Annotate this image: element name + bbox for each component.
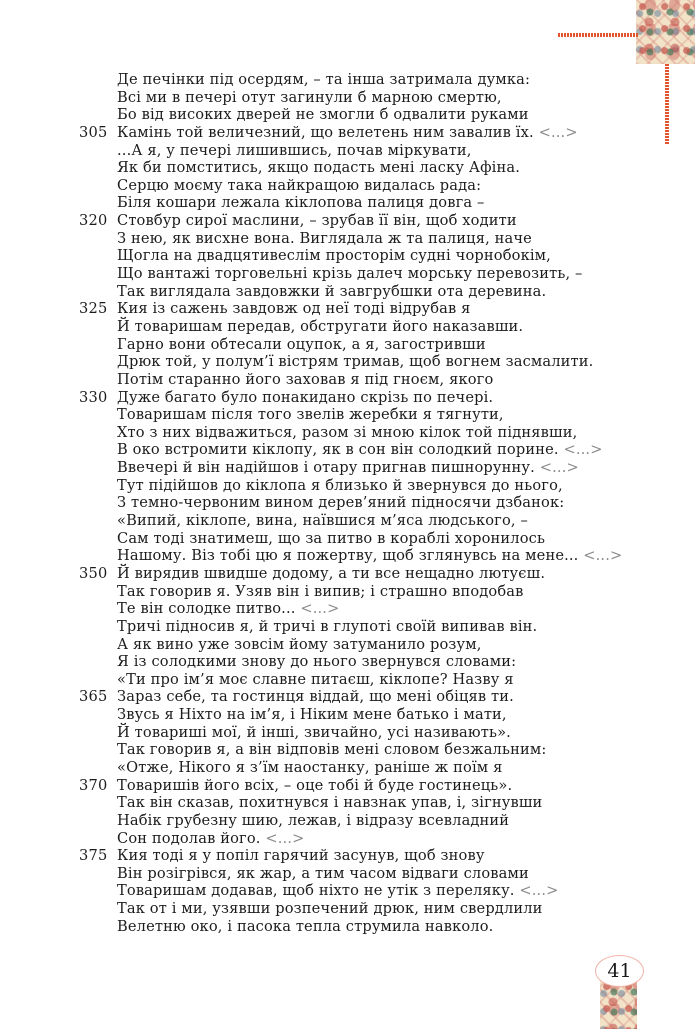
omission-marker: <...> — [300, 600, 340, 618]
poem-line — [0, 847, 695, 865]
poem-line — [0, 583, 695, 601]
poem-line — [0, 706, 695, 724]
poem-line — [0, 300, 695, 318]
line-text — [117, 142, 472, 160]
poem-line — [0, 406, 695, 424]
poem-line — [0, 494, 695, 512]
poem-line — [0, 336, 695, 354]
verse-text: Де печінки під осердям, – та інша затримала думка: — [117, 71, 531, 88]
verse-text: Так от і ми, узявши розпечений дрюк, ним свердлили — [117, 900, 543, 918]
verse-text: ...А я, у печері лишившись, почав міркувати, — [117, 141, 472, 159]
line-text — [117, 406, 504, 424]
poem-line — [0, 724, 695, 742]
verse-text: Тричі підносив я, й тричі в глупоті своїй випивав він. — [117, 617, 538, 635]
poem-line — [0, 142, 695, 160]
line-text — [117, 459, 579, 477]
verse-text: В око встромити кіклопу, як в сон він солодкий порине. — [117, 441, 564, 459]
verse-text: Так говорив я. Узяв він і випив; і страшно вподобав — [117, 582, 524, 600]
verse-text: Я із солодкими знову до нього звернувся словами: — [117, 653, 517, 671]
line-text — [117, 230, 532, 248]
line-text — [117, 794, 542, 812]
verse-text: Сон подолав його. — [117, 829, 266, 847]
omission-marker: <...> — [519, 882, 559, 900]
poem-line — [0, 865, 695, 883]
poem-line — [0, 230, 695, 248]
verse-text: Так він сказав, похитнувся і навзнак упав, і, зігнувши — [117, 794, 543, 812]
omission-marker: <...> — [265, 829, 305, 847]
line-text — [117, 89, 502, 107]
poem-line — [0, 653, 695, 671]
line-text — [117, 583, 524, 601]
line-text — [117, 530, 545, 548]
poem-line — [0, 900, 695, 918]
poem-line — [0, 247, 695, 265]
line-text — [117, 847, 485, 865]
poem-line — [0, 371, 695, 389]
poem-line — [0, 318, 695, 336]
verse-text: Так говорив я, а він відповів мені словом безжальним: — [117, 741, 547, 759]
poem-line — [0, 918, 695, 936]
line-text — [117, 212, 517, 230]
verse-text: Нашому. Віз тобі цю я пожертву, щоб зглянувсь на мене... — [117, 547, 584, 565]
verse-text: Хто з них відважиться, разом зі мною кілок той піднявши, — [117, 423, 578, 441]
line-text — [117, 688, 514, 706]
line-text — [117, 900, 543, 918]
line-text — [117, 71, 530, 89]
line-number: 365 — [79, 688, 108, 706]
verse-text: Кия із сажень завдовж од неї тоді відрубав я — [117, 300, 471, 318]
poem-line — [0, 530, 695, 548]
verse-text: Дуже багато було понакидано скрізь по печері. — [117, 388, 494, 406]
verse-text: Товаришів його всіх, – оце тобі й буде гостинець». — [117, 776, 513, 794]
verse-text: Всі ми в печері отут загинули б марною смертю, — [117, 88, 502, 106]
verse-text: З темно-червоним вином дерев’яний підносячи дзбанок: — [117, 494, 565, 512]
poem-line — [0, 424, 695, 442]
poem-line — [0, 565, 695, 583]
verse-text: Тут підійшов до кіклопа я близько й звернувся до нього, — [117, 476, 563, 494]
page-number: 41 — [607, 960, 632, 982]
line-text — [117, 812, 509, 830]
verse-text: Товаришам після того звелів жеребки я тягнути, — [117, 406, 504, 424]
omission-marker: <...> — [583, 547, 623, 565]
line-text — [117, 441, 603, 459]
line-text — [117, 318, 523, 336]
verse-text: Гарно вони обтесали оцупок, а я, загостривши — [117, 335, 486, 353]
line-number: 320 — [79, 212, 108, 230]
line-text — [117, 547, 622, 565]
poem-line — [0, 636, 695, 654]
poem-line — [0, 741, 695, 759]
omission-marker: <...> — [539, 459, 579, 477]
line-text — [117, 918, 493, 936]
line-number: 370 — [79, 776, 108, 794]
verse-text: Кия тоді я у попіл гарячий засунув, щоб знову — [117, 847, 485, 865]
line-text — [117, 336, 486, 354]
decorative-dashed-line-horizontal — [558, 33, 638, 37]
line-text — [117, 636, 482, 654]
line-text — [117, 371, 493, 389]
line-text — [117, 724, 511, 742]
line-text — [117, 759, 502, 777]
verse-text: Й товариші мої, й інші, звичайно, усі називають». — [117, 723, 511, 741]
line-text — [117, 830, 304, 848]
verse-text: «Ти про ім’я моє славне питаєш, кіклопе? Назву я — [117, 670, 514, 688]
verse-text: Й товаришам передав, обстругати його наказавши. — [117, 317, 524, 335]
line-text — [117, 300, 471, 318]
verse-text: Стовбур сирої маслини, – зрубав її він, щоб ходити — [117, 212, 517, 230]
poem-line — [0, 477, 695, 495]
corner-ornament-top — [636, 0, 695, 64]
line-number: 330 — [79, 388, 108, 406]
verse-text: Бо від високих дверей не змогли б одвалити руками — [117, 106, 529, 124]
verse-text: Камінь той величезний, що велетень ним завалив їх. — [117, 123, 539, 141]
poem-line — [0, 177, 695, 195]
poem-text — [0, 71, 695, 935]
poem-line — [0, 671, 695, 689]
verse-text: Потім старанно його заховав я під гноєм, якого — [117, 370, 494, 388]
verse-text: Що вантажі торговельні крізь далеч морську перевозить, – — [117, 265, 583, 283]
line-text — [117, 600, 339, 618]
verse-text: Біля кошари лежала кіклопова палиця довга – — [117, 194, 485, 212]
line-text — [117, 106, 529, 124]
verse-text: А як вино уже зовсім йому затуманило розум, — [117, 635, 482, 653]
verse-text: «Випий, кіклопе, вина, наївшися м’яса людського, – — [117, 512, 528, 530]
omission-marker: <...> — [538, 123, 578, 141]
poem-line — [0, 759, 695, 777]
poem-line — [0, 794, 695, 812]
line-text — [117, 565, 545, 583]
poem-line — [0, 618, 695, 636]
poem-line — [0, 212, 695, 230]
line-text — [117, 494, 564, 512]
verse-text: Набік грубезну шию, лежав, і відразу всевладний — [117, 811, 510, 829]
poem-line — [0, 547, 695, 565]
poem-line — [0, 459, 695, 477]
poem-line — [0, 777, 695, 795]
poem-line — [0, 389, 695, 407]
poem-line — [0, 812, 695, 830]
poem-line — [0, 89, 695, 107]
line-text — [117, 512, 528, 530]
verse-text: З нею, як висхне вона. Виглядала ж та палиця, наче — [117, 229, 532, 247]
poem-line — [0, 353, 695, 371]
line-text — [117, 777, 512, 795]
line-text — [117, 671, 514, 689]
footer-ornament — [600, 980, 637, 1029]
verse-text: Щогла на двадцятивеслім просторім судні чорнобокім, — [117, 247, 551, 265]
poem-line — [0, 283, 695, 301]
line-number: 305 — [79, 123, 108, 141]
poem-line — [0, 159, 695, 177]
verse-text: Товаришам додавав, щоб ніхто не утік з переляку. — [117, 882, 520, 900]
line-text — [117, 424, 577, 442]
poem-line — [0, 512, 695, 530]
poem-line — [0, 830, 695, 848]
verse-text: Те він солодке питво... — [117, 600, 301, 618]
line-text — [117, 124, 578, 142]
line-number: 350 — [79, 564, 108, 582]
verse-text: Велетню око, і пасока тепла струмила навколо. — [117, 917, 494, 935]
poem-line — [0, 124, 695, 142]
line-number: 375 — [79, 847, 108, 865]
verse-text: Звусь я Ніхто на ім’я, і Ніким мене батько і мати, — [117, 706, 507, 724]
verse-text: Ввечері й він надійшов і отару пригнав пишнорунну. — [117, 459, 540, 477]
line-text — [117, 741, 546, 759]
verse-text: Він розігрівся, як жар, а тим часом відваги словами — [117, 864, 529, 882]
line-text — [117, 477, 563, 495]
line-number: 325 — [79, 300, 108, 318]
line-text — [117, 177, 481, 195]
line-text — [117, 882, 559, 900]
line-text — [117, 159, 520, 177]
poem-line — [0, 600, 695, 618]
poem-line — [0, 882, 695, 900]
line-text — [117, 247, 551, 265]
poem-line — [0, 688, 695, 706]
line-text — [117, 865, 529, 883]
verse-text: «Отже, Нікого я з’їм наостанку, раніше ж поїм я — [117, 758, 503, 776]
line-text — [117, 194, 484, 212]
verse-text: Сам тоді знатимеш, що за питво в кораблі хоронилось — [117, 529, 546, 547]
page-number-badge — [595, 955, 644, 987]
line-text — [117, 706, 507, 724]
line-text — [117, 618, 537, 636]
line-text — [117, 265, 583, 283]
verse-text: Зараз себе, та гостинця віддай, що мені обіцяв ти. — [117, 688, 514, 706]
line-text — [117, 389, 493, 407]
poem-line — [0, 265, 695, 283]
line-text — [117, 653, 516, 671]
verse-text: Так виглядала завдовжки й завгрубшки ота деревина. — [117, 282, 547, 300]
poem-line — [0, 71, 695, 89]
line-text — [117, 353, 593, 371]
verse-text: Серцю моєму така найкращою видалась рада: — [117, 176, 482, 194]
omission-marker: <...> — [563, 441, 603, 459]
verse-text: Як би помститись, якщо подасть мені ласку Афіна. — [117, 159, 521, 177]
verse-text: Дрюк той, у полум’ї вістрям тримав, щоб вогнем засмалити. — [117, 353, 594, 371]
poem-line — [0, 106, 695, 124]
poem-line — [0, 441, 695, 459]
verse-text: Й вирядив швидше додому, а ти все нещадно лютуєш. — [117, 564, 546, 582]
poem-line — [0, 194, 695, 212]
line-text — [117, 283, 546, 301]
